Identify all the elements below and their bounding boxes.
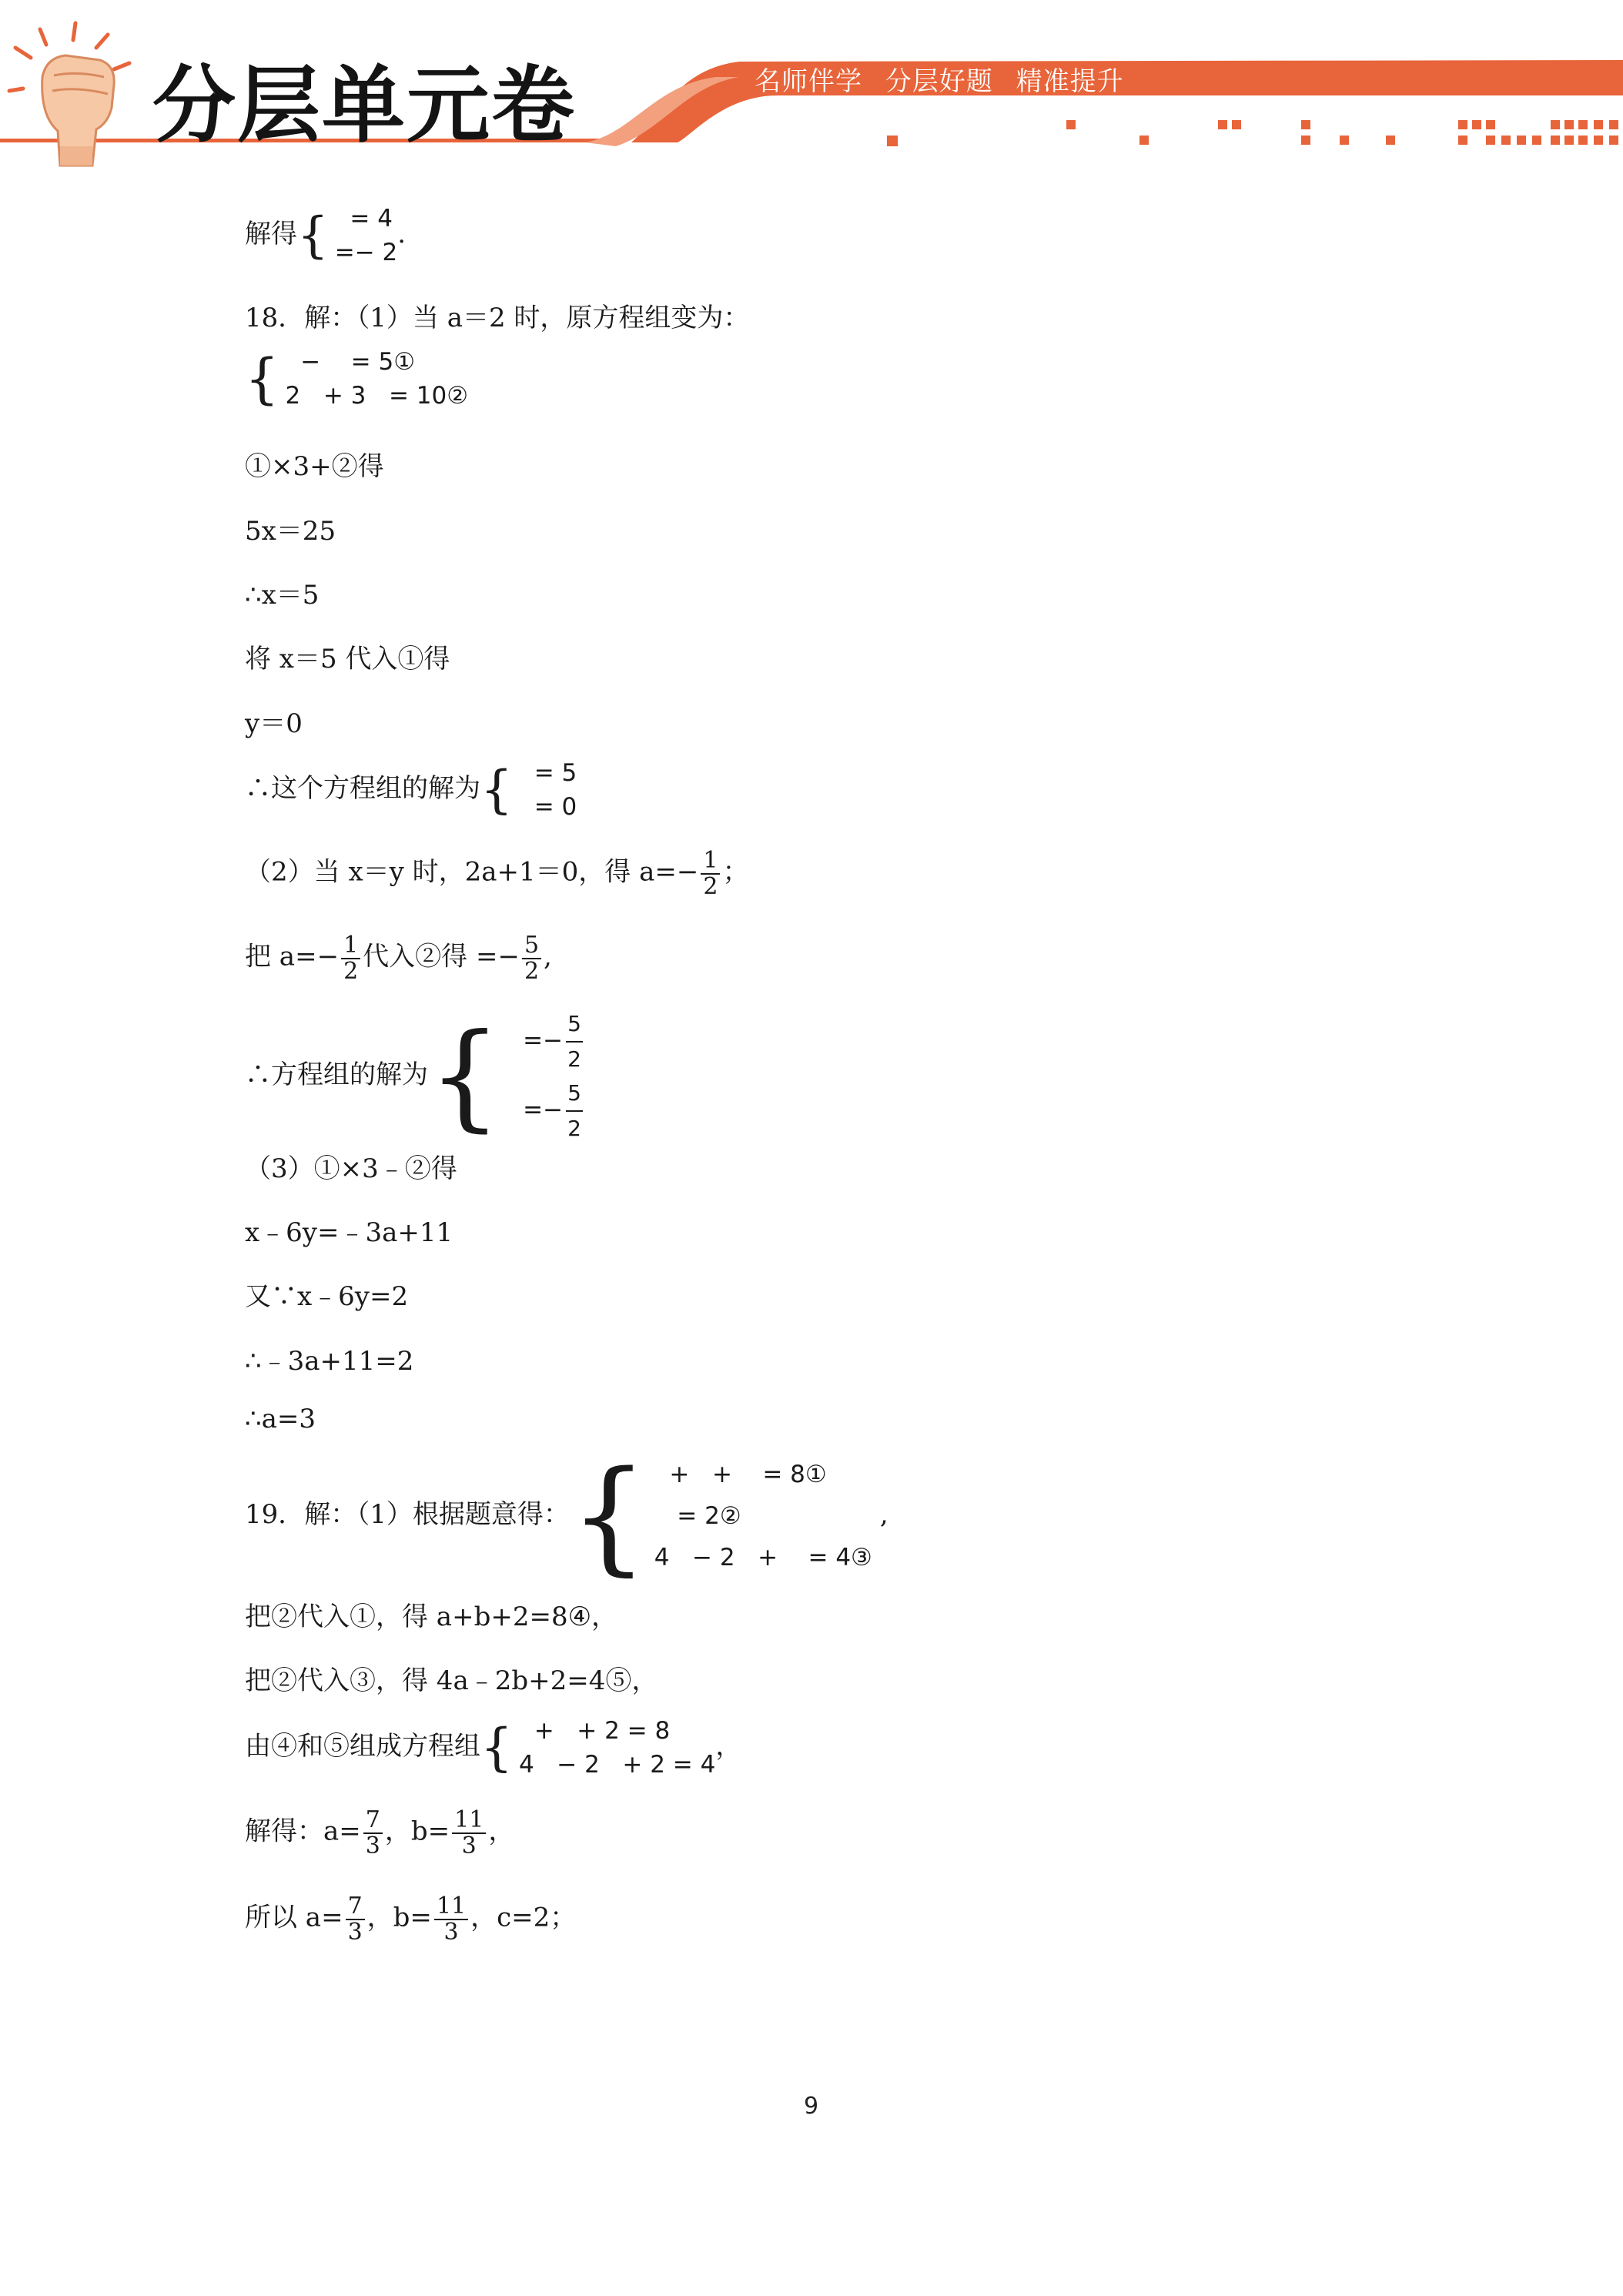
line-step: ∴x＝5 <box>245 580 320 611</box>
line-step: x﹣6y=﹣3a+11 <box>245 1217 453 1248</box>
line-final-values: 所以 a= $\frac{7}{3}$ ，b= $\frac{11}{3}$ ，c=2； <box>245 1893 577 1946</box>
page-header <box>0 0 1623 177</box>
line-part2: （2）当 x＝y 时，2a+1＝0，得 a=− $\frac{1}{2}$ ； <box>245 847 749 900</box>
line-text: 19．解：（1）根据题意得： <box>245 1499 570 1530</box>
fraction: $\frac{5}{2}$ <box>522 933 541 983</box>
page-number: 9 <box>804 2093 819 2120</box>
fraction: $\frac{1}{2}$ <box>701 848 720 899</box>
fraction: $\frac{7}{3}$ <box>363 1808 383 1858</box>
line-substitute: 把 a=− $\frac{1}{2}$ 代入②得 =− $\frac{5}{2}$ , <box>245 932 552 985</box>
fraction: $\frac{7}{3}$ <box>346 1894 365 1944</box>
fraction: $\frac{11}{3}$ <box>452 1808 486 1858</box>
line-part3: （3）①×3﹣②得 <box>245 1153 457 1184</box>
line-step: ∴a=3 <box>245 1404 316 1434</box>
line-step: 将 x＝5 代入①得 <box>245 644 450 674</box>
line-q18-system <box>245 345 468 413</box>
fraction: $\frac{1}{2}$ <box>341 933 360 983</box>
line-solve-result: 解得 { = 4 =− 2 . <box>245 202 406 269</box>
fraction: $\frac{11}{3}$ <box>434 1894 468 1944</box>
line-solution-system <box>245 756 577 824</box>
line-step: 把②代入③，得 4a﹣2b+2=4⑤， <box>245 1665 658 1696</box>
line-step: 又∵x﹣6y=2 <box>245 1281 409 1312</box>
line-step: 把②代入①，得 a+b+2=8④， <box>245 1602 618 1632</box>
line-text: ∴方程组的解为 <box>245 1059 428 1090</box>
line-q19-system: 19．解：（1）根据题意得： { + + = 8① = 2② 4 − 2 + = 4③ , <box>245 1444 888 1588</box>
header-slogan: 名师伴学 分层好题 精准提升 <box>755 66 1124 97</box>
equation-system: { = 4 =− 2 <box>297 205 398 266</box>
equation-system: { + + = 8① = 2② 4 − 2 + = 4③ <box>569 1444 872 1588</box>
line-step: ①×3+②得 <box>245 451 384 482</box>
equation-system: { =− $\frac{5}{2}$ =− $\frac{5}{2}$ <box>428 1007 583 1146</box>
raised-fist-icon <box>9 23 129 166</box>
line-text: 由④和⑤组成方程组 <box>245 1731 480 1762</box>
line-text: ∴这个方程组的解为 <box>245 773 480 804</box>
line-text: 解得 <box>245 219 297 249</box>
brand-title: 分层单元卷 <box>152 58 577 154</box>
equation-system: { + + 2 = 8 4 − 2 + 2 = 4 <box>480 1717 716 1779</box>
line-step: y＝0 <box>245 708 303 739</box>
line-step: ∴﹣3a+11=2 <box>245 1346 414 1377</box>
pixel-decoration <box>887 120 1618 146</box>
line-solved-values: 解得：a= $\frac{7}{3}$ ，b= $\frac{11}{3}$ ， <box>245 1806 515 1859</box>
line-step: 5x＝25 <box>245 516 336 547</box>
equation-system: { = 5 = 0 <box>480 759 577 821</box>
line-q18-intro: 18．解：（1）当 a＝2 时，原方程组变为： <box>245 303 750 333</box>
line-combined-system: 由④和⑤组成方程组 { + + 2 = 8 4 − 2 + 2 = 4 ， <box>245 1714 741 1782</box>
line-solution-fraction-system <box>245 1007 583 1146</box>
equation-system: { − = 5① 2 + 3 = 10② <box>245 347 469 410</box>
